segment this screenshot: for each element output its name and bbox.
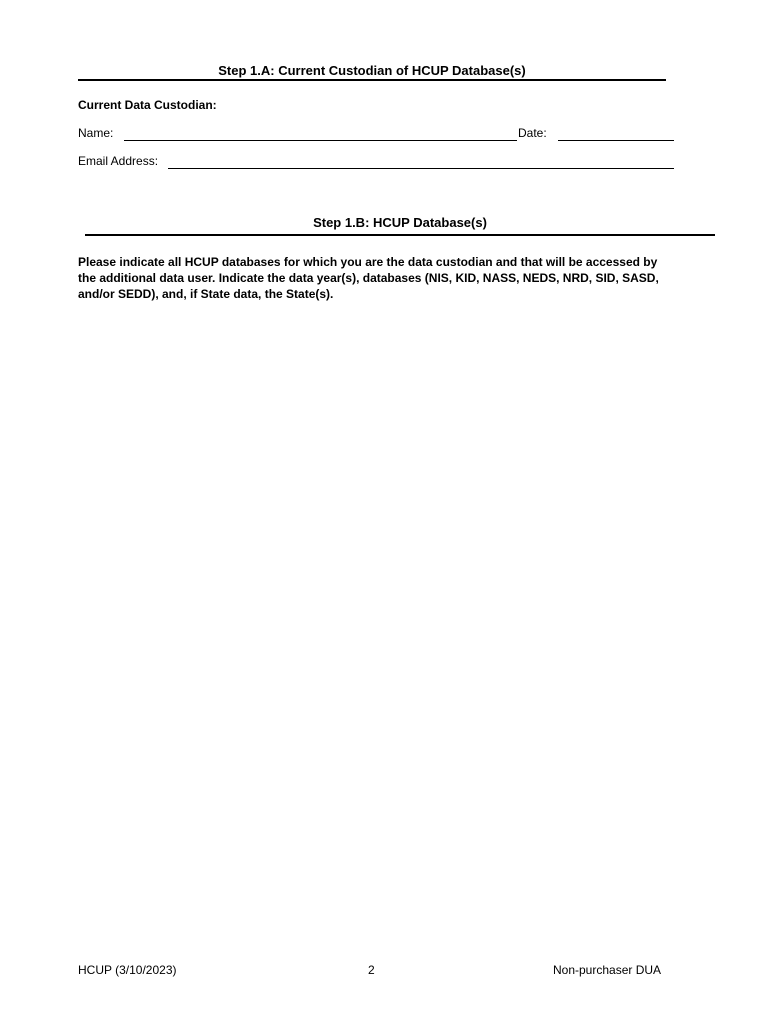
databases-response-area[interactable] bbox=[78, 306, 688, 926]
step-1a-heading-rule bbox=[78, 79, 666, 81]
footer-right: Non-purchaser DUA bbox=[553, 963, 662, 977]
step-1b-heading-rule bbox=[85, 234, 715, 236]
email-field[interactable] bbox=[168, 152, 674, 168]
email-label: Email Address: bbox=[78, 154, 159, 168]
name-field[interactable] bbox=[124, 124, 517, 140]
date-field[interactable] bbox=[558, 124, 674, 140]
footer-left: HCUP (3/10/2023) bbox=[78, 963, 177, 977]
date-label: Date: bbox=[518, 126, 547, 140]
instructions-line-2: the additional data user. Indicate the data year(s), databases (NIS, KID, NASS, NEDS, NRD, SID, SASD, bbox=[78, 271, 659, 285]
name-underline bbox=[124, 140, 517, 141]
email-underline bbox=[168, 168, 674, 169]
name-label: Name: bbox=[78, 126, 114, 140]
step-1b-heading: Step 1.B: HCUP Database(s) bbox=[313, 215, 487, 230]
step-1a-heading: Step 1.A: Current Custodian of HCUP Database(s) bbox=[218, 63, 526, 78]
footer-page-number: 2 bbox=[368, 963, 375, 977]
date-underline bbox=[558, 140, 674, 141]
step-1b-instructions bbox=[78, 254, 698, 302]
instructions-line-3: and/or SEDD), and, if State data, the State(s). bbox=[78, 287, 334, 301]
instructions-line-1: Please indicate all HCUP databases for which you are the data custodian and that will be accessed by bbox=[78, 255, 658, 269]
current-custodian-label: Current Data Custodian: bbox=[78, 98, 217, 112]
